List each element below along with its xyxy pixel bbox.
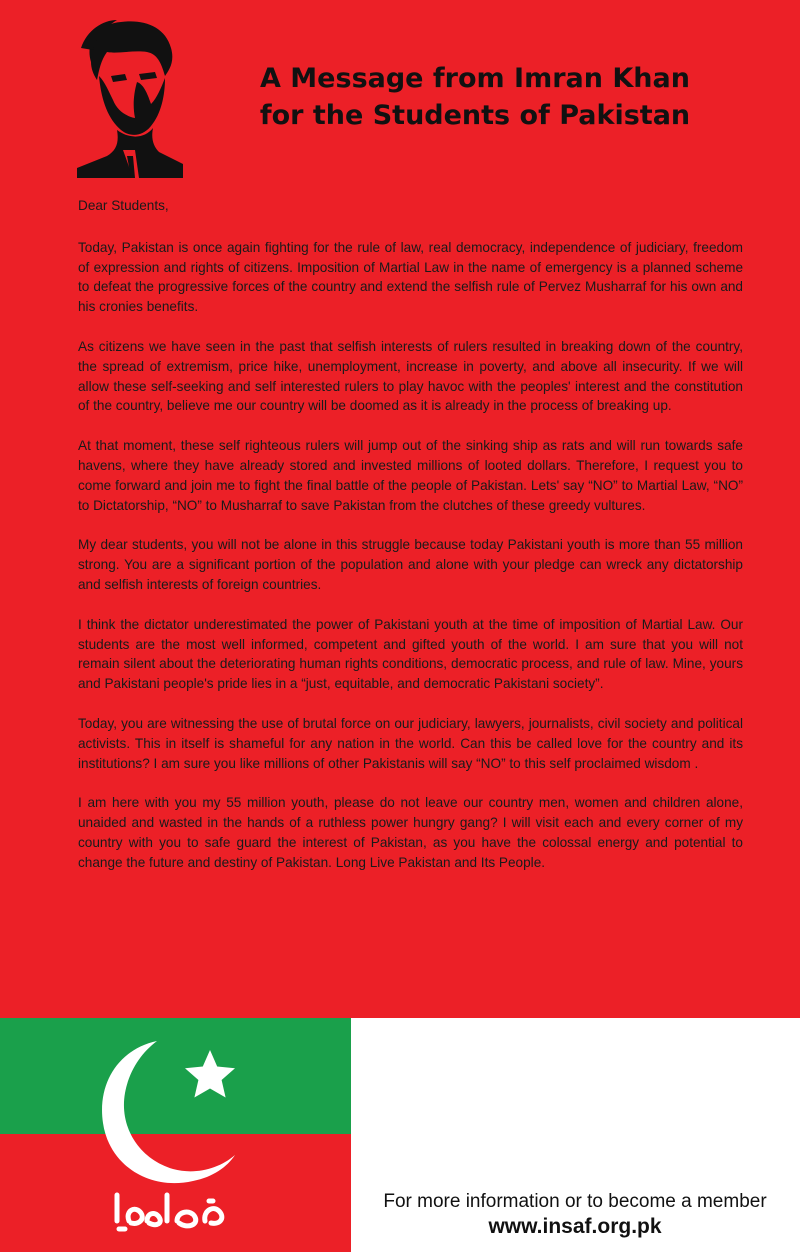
- salutation: Dear Students,: [78, 198, 169, 213]
- portrait-image: [77, 18, 183, 178]
- title-line-1: A Message from Imran Khan: [260, 63, 690, 94]
- page-title: [195, 60, 755, 134]
- paragraph-3: At that moment, these self righteous rulers will jump out of the sinking ship as rats and will run towards safe havens, where they have already stored and invested millions of looted dollars. Therefore, I request you to come forward and join me to fight the final battle of the people of Pakistan. Lets' say “NO” to Martial Law, “NO” to Dictatorship, “NO” to Musharraf to save Pakistan from the clutches of these greedy vultures.: [78, 438, 743, 513]
- insaf-logo: [117, 1195, 222, 1229]
- letter-body: [78, 196, 743, 893]
- crescent-star-icon: [95, 1035, 255, 1235]
- paragraph-6: Today, you are witnessing the use of brutal force on our judiciary, lawyers, journalists, civil society and political activists. This in itself is shameful for any nation in the world. Can this be called love for the country and its institutions? I am sure you like millions of other Pakistanis will say “NO” to this self proclaimed wisdom .: [78, 715, 743, 771]
- paragraph-5: I think the dictator underestimated the power of Pakistani youth at the time of imposition of Martial Law. Our students are the most well informed, competent and gifted youth of the world. I am sure that you will not remain silent about the deteriorating human rights conditions, democratic process, and rule of law. Mine, yours and Pakistani people's pride lies in a “just, equitable, and democratic Pakistani society”.: [78, 616, 743, 692]
- website-link[interactable]: www.insaf.org.pk: [488, 1215, 662, 1238]
- footer-info-text: For more information or to become a member: [383, 1191, 767, 1212]
- title-line-2: for the Students of Pakistan: [259, 100, 691, 131]
- footer: [360, 1190, 790, 1240]
- paragraph-1: Today, Pakistan is once again fighting for the rule of law, real democracy, independence of judiciary, freedom of expression and rights of citizens. Imposition of Martial Law in the name of emergency is a planned scheme to defeat the progressive forces of the country and extend the selfish rule of Pervez Musharraf for his own and his cronies benefits.: [78, 239, 743, 315]
- paragraph-2: As citizens we have seen in the past that selfish interests of rulers resulted in breaking down of the country, the spread of extremism, price hike, unemployment, increase in poverty, and above all insecurity. If we will allow these self-seeking and self interested rulers to play havoc with the peoples' interest and the constitution of the country, believe me our country will be doomed as it is already in the process of breaking up.: [78, 338, 743, 414]
- paragraph-4: My dear students, you will not be alone in this struggle because today Pakistani youth is more than 55 million strong. You are a significant portion of the population and alone with your pledge can wreck any dictatorship and selfish interests of foreign countries.: [78, 537, 743, 592]
- paragraph-7: I am here with you my 55 million youth, please do not leave our country men, women and children alone, unaided and wasted in the hands of a ruthless power hungry gang? I will visit each and every corner of my country with you to safe guard the interest of Pakistan, as you have the colossal energy and potential to change the future and destiny of Pakistan. Long Live Pakistan and Its People.: [78, 795, 743, 870]
